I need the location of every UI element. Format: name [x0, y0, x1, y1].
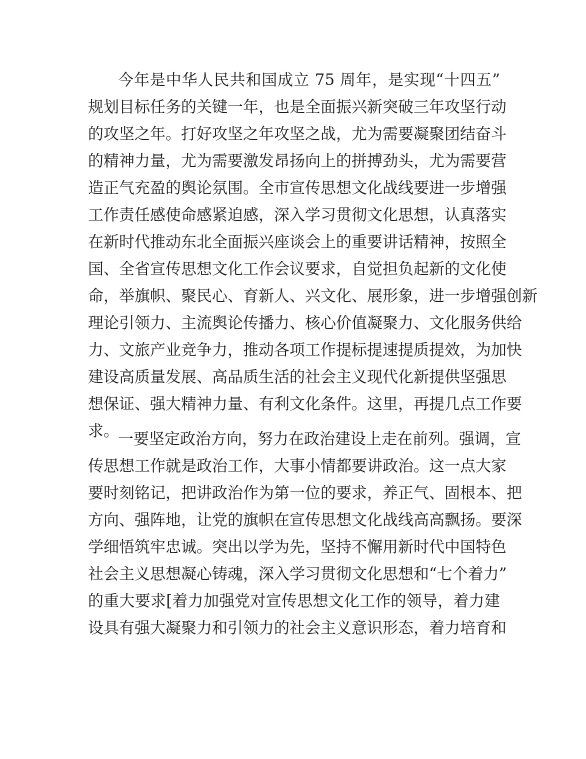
paragraph-line: 在新时代推动东北全面振兴座谈会上的重要讲话精神，按照全	[88, 233, 507, 251]
paragraph-2	[88, 426, 523, 642]
paragraph-line: 造正气充盈的舆论氛围。全市宣传思想文化战线要进一步增强	[88, 179, 507, 197]
paragraph-line: 理论引领力、主流舆论传播力、核心价值凝聚力、文化服务供给	[88, 314, 523, 332]
paragraph-line: 的攻坚之年。打好攻坚之年攻坚之战，尤为需要凝聚团结奋斗	[88, 125, 507, 143]
paragraph-line: 要时刻铭记，把讲政治作为第一位的要求，养正气、固根本、把	[88, 484, 523, 502]
paragraph-line: 建设高质量发展、高品质生活的社会主义现代化新提供坚强思	[88, 368, 507, 386]
paragraph-line: 力、文旅产业竞争力，推动各项工作提标提速提质提效，为加快	[88, 341, 523, 359]
paragraph-line: 今年是中华人民共和国成立 75 周年，是实现“十四五”	[118, 71, 500, 89]
paragraph-line: 一要坚定政治方向，努力在政治建设上走在前列。强调，宣	[118, 430, 522, 448]
paragraph-line: 社会主义思想凝心铸魂，深入学习贯彻文化思想和“七个着力”	[88, 565, 507, 583]
paragraph-1	[88, 67, 538, 445]
paragraph-line: 命，举旗帜、聚民心、育新人、兴文化、展形象，进一步增强创新	[88, 287, 538, 305]
paragraph-line: 求。	[88, 422, 120, 440]
paragraph-line: 方向、强阵地，让党的旗帜在宣传思想文化战线高高飘扬。要深	[88, 511, 523, 529]
paragraph-line: 传思想工作就是政治工作，大事小情都要讲政治。这一点大家	[88, 457, 507, 475]
paragraph-line: 的重大要求[着力加强党对宣传思想文化工作的领导，着力建	[88, 592, 500, 610]
paragraph-line: 工作责任感使命感紧迫感，深入学习贯彻文化思想，认真落实	[88, 206, 507, 224]
paragraph-line: 规划目标任务的关键一年，也是全面振兴新突破三年攻坚行动	[88, 98, 507, 116]
paragraph-line: 想保证、强大精神力量、有利文化条件。这里，再提几点工作要	[88, 395, 523, 413]
paragraph-line: 设具有强大凝聚力和引领力的社会主义意识形态，着力培育和	[88, 619, 507, 637]
paragraph-line: 学细悟筑牢忠诚。突出以学为先，坚持不懈用新时代中国特色	[88, 538, 507, 556]
paragraph-line: 国、全省宣传思想文化工作会议要求，自觉担负起新的文化使	[88, 260, 507, 278]
paragraph-line: 的精神力量，尤为需要激发昂扬向上的拼搏劲头，尤为需要营	[88, 152, 507, 170]
